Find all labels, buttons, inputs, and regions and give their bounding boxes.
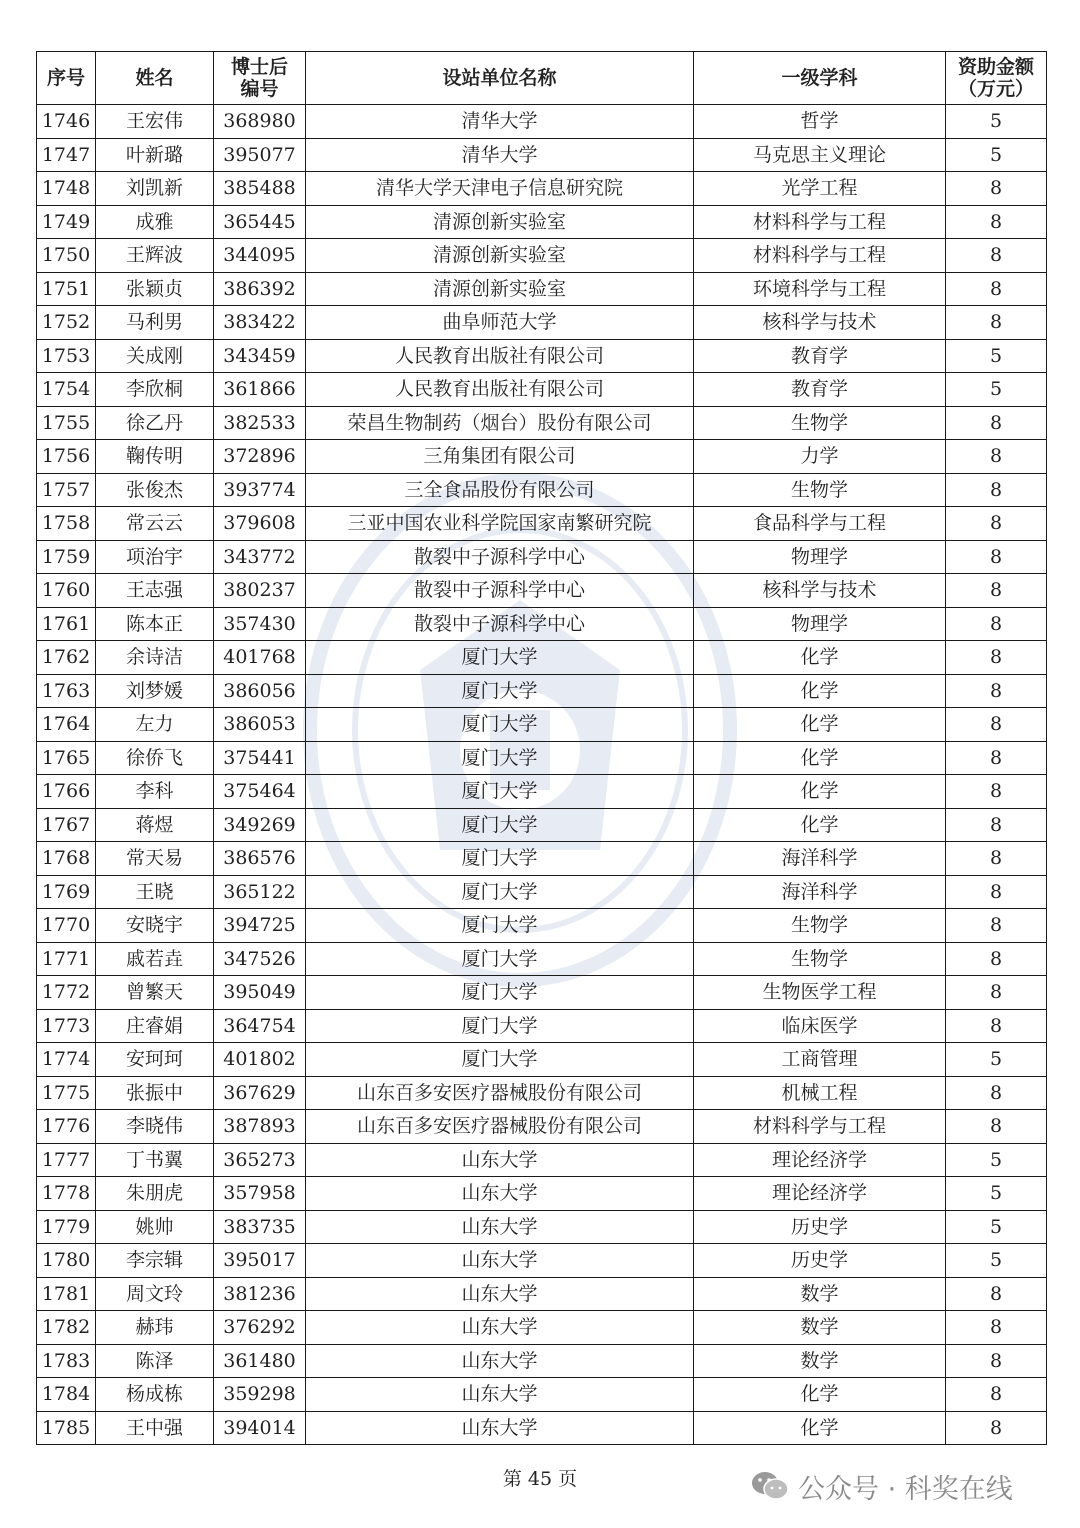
cell-subject: 生物学 bbox=[694, 406, 946, 440]
cell-seq: 1784 bbox=[37, 1378, 96, 1412]
table-row bbox=[37, 1311, 1047, 1345]
cell-subject: 化学 bbox=[694, 674, 946, 708]
cell-subject: 材料科学与工程 bbox=[694, 1110, 946, 1144]
cell-seq: 1776 bbox=[37, 1110, 96, 1144]
cell-subject: 食品科学与工程 bbox=[694, 507, 946, 541]
cell-name: 蒋煜 bbox=[96, 808, 214, 842]
cell-subject: 生物学 bbox=[694, 473, 946, 507]
table-row bbox=[37, 1143, 1047, 1177]
cell-unit: 清华大学 bbox=[306, 105, 694, 139]
cell-amount: 8 bbox=[946, 440, 1047, 474]
cell-name: 徐侨飞 bbox=[96, 741, 214, 775]
table-row bbox=[37, 808, 1047, 842]
table-row bbox=[37, 105, 1047, 139]
cell-subject: 教育学 bbox=[694, 339, 946, 373]
cell-postdoc-id: 401768 bbox=[214, 641, 306, 675]
cell-unit: 清源创新实验室 bbox=[306, 272, 694, 306]
cell-unit: 荣昌生物制药（烟台）股份有限公司 bbox=[306, 406, 694, 440]
cell-seq: 1772 bbox=[37, 976, 96, 1010]
cell-subject: 化学 bbox=[694, 775, 946, 809]
header-seq: 序号 bbox=[37, 52, 96, 105]
cell-unit: 三角集团有限公司 bbox=[306, 440, 694, 474]
cell-name: 项治宇 bbox=[96, 540, 214, 574]
cell-name: 周文玲 bbox=[96, 1277, 214, 1311]
cell-unit: 山东大学 bbox=[306, 1277, 694, 1311]
cell-unit: 厦门大学 bbox=[306, 641, 694, 675]
cell-subject: 海洋科学 bbox=[694, 842, 946, 876]
cell-seq: 1769 bbox=[37, 875, 96, 909]
cell-name: 马利男 bbox=[96, 306, 214, 340]
cell-name: 朱朋虎 bbox=[96, 1177, 214, 1211]
cell-subject: 临床医学 bbox=[694, 1009, 946, 1043]
cell-unit: 人民教育出版社有限公司 bbox=[306, 373, 694, 407]
cell-amount: 8 bbox=[946, 1009, 1047, 1043]
cell-postdoc-id: 361866 bbox=[214, 373, 306, 407]
cell-amount: 8 bbox=[946, 1378, 1047, 1412]
cell-postdoc-id: 344095 bbox=[214, 239, 306, 273]
cell-amount: 8 bbox=[946, 574, 1047, 608]
cell-seq: 1782 bbox=[37, 1311, 96, 1345]
cell-name: 安晓宇 bbox=[96, 909, 214, 943]
cell-seq: 1779 bbox=[37, 1210, 96, 1244]
cell-subject: 教育学 bbox=[694, 373, 946, 407]
table-row bbox=[37, 440, 1047, 474]
table-row bbox=[37, 909, 1047, 943]
cell-subject: 生物学 bbox=[694, 942, 946, 976]
table-row bbox=[37, 138, 1047, 172]
cell-unit: 山东大学 bbox=[306, 1177, 694, 1211]
cell-postdoc-id: 381236 bbox=[214, 1277, 306, 1311]
cell-unit: 厦门大学 bbox=[306, 808, 694, 842]
header-postdoc-id-line1: 博士后 bbox=[230, 56, 288, 78]
cell-amount: 8 bbox=[946, 239, 1047, 273]
table-row bbox=[37, 473, 1047, 507]
header-amount-line1: 资助金额 bbox=[957, 56, 1034, 78]
cell-amount: 8 bbox=[946, 540, 1047, 574]
cell-subject: 数学 bbox=[694, 1311, 946, 1345]
cell-subject: 化学 bbox=[694, 741, 946, 775]
cell-name: 庄睿娟 bbox=[96, 1009, 214, 1043]
table-row bbox=[37, 942, 1047, 976]
cell-subject: 历史学 bbox=[694, 1210, 946, 1244]
cell-unit: 山东大学 bbox=[306, 1411, 694, 1445]
cell-unit: 厦门大学 bbox=[306, 909, 694, 943]
cell-name: 李欣桐 bbox=[96, 373, 214, 407]
cell-seq: 1777 bbox=[37, 1143, 96, 1177]
table-row bbox=[37, 842, 1047, 876]
cell-postdoc-id: 385488 bbox=[214, 172, 306, 206]
cell-seq: 1757 bbox=[37, 473, 96, 507]
cell-subject: 核科学与技术 bbox=[694, 574, 946, 608]
cell-seq: 1767 bbox=[37, 808, 96, 842]
header-amount bbox=[946, 52, 1047, 105]
cell-name: 王辉波 bbox=[96, 239, 214, 273]
cell-name: 常天易 bbox=[96, 842, 214, 876]
cell-postdoc-id: 368980 bbox=[214, 105, 306, 139]
cell-postdoc-id: 361480 bbox=[214, 1344, 306, 1378]
cell-postdoc-id: 357430 bbox=[214, 607, 306, 641]
cell-postdoc-id: 347526 bbox=[214, 942, 306, 976]
cell-name: 李晓伟 bbox=[96, 1110, 214, 1144]
table-row bbox=[37, 540, 1047, 574]
table-row bbox=[37, 507, 1047, 541]
cell-amount: 8 bbox=[946, 1344, 1047, 1378]
table-row bbox=[37, 641, 1047, 675]
cell-postdoc-id: 386056 bbox=[214, 674, 306, 708]
cell-amount: 8 bbox=[946, 775, 1047, 809]
cell-seq: 1755 bbox=[37, 406, 96, 440]
cell-postdoc-id: 380237 bbox=[214, 574, 306, 608]
cell-postdoc-id: 386392 bbox=[214, 272, 306, 306]
cell-seq: 1773 bbox=[37, 1009, 96, 1043]
cell-postdoc-id: 372896 bbox=[214, 440, 306, 474]
cell-subject: 理论经济学 bbox=[694, 1143, 946, 1177]
cell-amount: 8 bbox=[946, 741, 1047, 775]
cell-amount: 8 bbox=[946, 708, 1047, 742]
table-row bbox=[37, 1076, 1047, 1110]
cell-subject: 工商管理 bbox=[694, 1043, 946, 1077]
cell-postdoc-id: 376292 bbox=[214, 1311, 306, 1345]
cell-subject: 马克思主义理论 bbox=[694, 138, 946, 172]
table-row bbox=[37, 373, 1047, 407]
cell-amount: 8 bbox=[946, 641, 1047, 675]
brand-text: 公众号 · 科奖在线 bbox=[798, 1473, 1013, 1505]
cell-amount: 8 bbox=[946, 1076, 1047, 1110]
cell-unit: 厦门大学 bbox=[306, 976, 694, 1010]
cell-unit: 清源创新实验室 bbox=[306, 205, 694, 239]
cell-postdoc-id: 382533 bbox=[214, 406, 306, 440]
table-row bbox=[37, 1043, 1047, 1077]
cell-unit: 厦门大学 bbox=[306, 942, 694, 976]
cell-name: 赫玮 bbox=[96, 1311, 214, 1345]
cell-amount: 8 bbox=[946, 172, 1047, 206]
cell-unit: 清源创新实验室 bbox=[306, 239, 694, 273]
cell-name: 李宗辑 bbox=[96, 1244, 214, 1278]
cell-name: 刘凯新 bbox=[96, 172, 214, 206]
cell-amount: 5 bbox=[946, 105, 1047, 139]
cell-unit: 山东大学 bbox=[306, 1210, 694, 1244]
cell-postdoc-id: 367629 bbox=[214, 1076, 306, 1110]
cell-amount: 8 bbox=[946, 607, 1047, 641]
cell-amount: 8 bbox=[946, 205, 1047, 239]
page-number: 第 45 页 bbox=[502, 1468, 578, 1490]
cell-name: 姚帅 bbox=[96, 1210, 214, 1244]
cell-seq: 1758 bbox=[37, 507, 96, 541]
cell-unit: 厦门大学 bbox=[306, 741, 694, 775]
table-row bbox=[37, 875, 1047, 909]
cell-seq: 1762 bbox=[37, 641, 96, 675]
cell-postdoc-id: 343772 bbox=[214, 540, 306, 574]
cell-subject: 哲学 bbox=[694, 105, 946, 139]
cell-subject: 化学 bbox=[694, 1411, 946, 1445]
cell-subject: 数学 bbox=[694, 1277, 946, 1311]
table-row bbox=[37, 205, 1047, 239]
cell-postdoc-id: 394014 bbox=[214, 1411, 306, 1445]
cell-seq: 1774 bbox=[37, 1043, 96, 1077]
cell-seq: 1756 bbox=[37, 440, 96, 474]
cell-postdoc-id: 383422 bbox=[214, 306, 306, 340]
cell-subject: 化学 bbox=[694, 808, 946, 842]
cell-postdoc-id: 359298 bbox=[214, 1378, 306, 1412]
table-row bbox=[37, 976, 1047, 1010]
cell-subject: 数学 bbox=[694, 1344, 946, 1378]
cell-unit: 厦门大学 bbox=[306, 875, 694, 909]
cell-name: 曾繁天 bbox=[96, 976, 214, 1010]
cell-subject: 物理学 bbox=[694, 607, 946, 641]
cell-seq: 1749 bbox=[37, 205, 96, 239]
cell-amount: 8 bbox=[946, 909, 1047, 943]
cell-postdoc-id: 343459 bbox=[214, 339, 306, 373]
cell-unit: 曲阜师范大学 bbox=[306, 306, 694, 340]
cell-amount: 8 bbox=[946, 875, 1047, 909]
cell-unit: 厦门大学 bbox=[306, 1043, 694, 1077]
cell-unit: 散裂中子源科学中心 bbox=[306, 607, 694, 641]
cell-amount: 5 bbox=[946, 339, 1047, 373]
cell-name: 张颖贞 bbox=[96, 272, 214, 306]
cell-seq: 1764 bbox=[37, 708, 96, 742]
cell-amount: 5 bbox=[946, 1143, 1047, 1177]
cell-name: 关成刚 bbox=[96, 339, 214, 373]
cell-name: 徐乙丹 bbox=[96, 406, 214, 440]
cell-seq: 1746 bbox=[37, 105, 96, 139]
cell-unit: 山东大学 bbox=[306, 1143, 694, 1177]
cell-amount: 8 bbox=[946, 1277, 1047, 1311]
table-row bbox=[37, 1009, 1047, 1043]
cell-postdoc-id: 393774 bbox=[214, 473, 306, 507]
cell-name: 成雅 bbox=[96, 205, 214, 239]
cell-amount: 8 bbox=[946, 842, 1047, 876]
cell-amount: 8 bbox=[946, 1110, 1047, 1144]
cell-seq: 1765 bbox=[37, 741, 96, 775]
cell-unit: 散裂中子源科学中心 bbox=[306, 540, 694, 574]
cell-name: 余诗洁 bbox=[96, 641, 214, 675]
cell-subject: 环境科学与工程 bbox=[694, 272, 946, 306]
cell-postdoc-id: 394725 bbox=[214, 909, 306, 943]
cell-postdoc-id: 365122 bbox=[214, 875, 306, 909]
table-row bbox=[37, 674, 1047, 708]
cell-amount: 8 bbox=[946, 272, 1047, 306]
cell-unit: 厦门大学 bbox=[306, 708, 694, 742]
cell-unit: 厦门大学 bbox=[306, 674, 694, 708]
table-row bbox=[37, 1177, 1047, 1211]
cell-unit: 山东百多安医疗器械股份有限公司 bbox=[306, 1076, 694, 1110]
cell-subject: 机械工程 bbox=[694, 1076, 946, 1110]
cell-subject: 核科学与技术 bbox=[694, 306, 946, 340]
cell-seq: 1752 bbox=[37, 306, 96, 340]
cell-subject: 化学 bbox=[694, 641, 946, 675]
cell-name: 丁书翼 bbox=[96, 1143, 214, 1177]
cell-subject: 生物医学工程 bbox=[694, 976, 946, 1010]
cell-seq: 1759 bbox=[37, 540, 96, 574]
cell-seq: 1761 bbox=[37, 607, 96, 641]
cell-amount: 8 bbox=[946, 1311, 1047, 1345]
cell-name: 张振中 bbox=[96, 1076, 214, 1110]
table-header-row bbox=[37, 52, 1047, 105]
cell-seq: 1753 bbox=[37, 339, 96, 373]
cell-seq: 1783 bbox=[37, 1344, 96, 1378]
cell-seq: 1781 bbox=[37, 1277, 96, 1311]
cell-subject: 生物学 bbox=[694, 909, 946, 943]
cell-seq: 1770 bbox=[37, 909, 96, 943]
cell-amount: 8 bbox=[946, 473, 1047, 507]
cell-name: 李科 bbox=[96, 775, 214, 809]
table-row bbox=[37, 607, 1047, 641]
cell-unit: 山东大学 bbox=[306, 1244, 694, 1278]
header-subject: 一级学科 bbox=[694, 52, 946, 105]
cell-subject: 材料科学与工程 bbox=[694, 239, 946, 273]
cell-name: 常云云 bbox=[96, 507, 214, 541]
table-row bbox=[37, 741, 1047, 775]
cell-subject: 历史学 bbox=[694, 1244, 946, 1278]
cell-unit: 人民教育出版社有限公司 bbox=[306, 339, 694, 373]
cell-seq: 1785 bbox=[37, 1411, 96, 1445]
cell-amount: 5 bbox=[946, 1244, 1047, 1278]
cell-amount: 8 bbox=[946, 942, 1047, 976]
cell-name: 王晓 bbox=[96, 875, 214, 909]
cell-unit: 清华大学天津电子信息研究院 bbox=[306, 172, 694, 206]
table-body bbox=[37, 105, 1047, 1445]
cell-name: 左力 bbox=[96, 708, 214, 742]
cell-postdoc-id: 375441 bbox=[214, 741, 306, 775]
cell-amount: 8 bbox=[946, 507, 1047, 541]
table-row bbox=[37, 239, 1047, 273]
header-postdoc-id bbox=[214, 52, 306, 105]
cell-amount: 8 bbox=[946, 808, 1047, 842]
table-row bbox=[37, 574, 1047, 608]
cell-seq: 1768 bbox=[37, 842, 96, 876]
table-row bbox=[37, 339, 1047, 373]
cell-subject: 化学 bbox=[694, 708, 946, 742]
cell-seq: 1771 bbox=[37, 942, 96, 976]
cell-postdoc-id: 395077 bbox=[214, 138, 306, 172]
cell-postdoc-id: 365273 bbox=[214, 1143, 306, 1177]
cell-postdoc-id: 349269 bbox=[214, 808, 306, 842]
cell-unit: 清华大学 bbox=[306, 138, 694, 172]
cell-amount: 8 bbox=[946, 306, 1047, 340]
table-row bbox=[37, 708, 1047, 742]
cell-postdoc-id: 395049 bbox=[214, 976, 306, 1010]
cell-seq: 1754 bbox=[37, 373, 96, 407]
cell-seq: 1766 bbox=[37, 775, 96, 809]
table-row bbox=[37, 775, 1047, 809]
cell-name: 叶新璐 bbox=[96, 138, 214, 172]
cell-seq: 1750 bbox=[37, 239, 96, 273]
cell-name: 张俊杰 bbox=[96, 473, 214, 507]
cell-unit: 山东大学 bbox=[306, 1378, 694, 1412]
table-row bbox=[37, 1210, 1047, 1244]
cell-postdoc-id: 379608 bbox=[214, 507, 306, 541]
cell-seq: 1778 bbox=[37, 1177, 96, 1211]
wechat-icon bbox=[750, 1469, 790, 1503]
table-row bbox=[37, 1277, 1047, 1311]
cell-amount: 5 bbox=[946, 1177, 1047, 1211]
cell-amount: 8 bbox=[946, 1411, 1047, 1445]
table-row bbox=[37, 1110, 1047, 1144]
cell-postdoc-id: 365445 bbox=[214, 205, 306, 239]
cell-seq: 1763 bbox=[37, 674, 96, 708]
cell-name: 杨成栋 bbox=[96, 1378, 214, 1412]
cell-unit: 厦门大学 bbox=[306, 842, 694, 876]
header-unit: 设站单位名称 bbox=[306, 52, 694, 105]
cell-unit: 厦门大学 bbox=[306, 1009, 694, 1043]
cell-postdoc-id: 387893 bbox=[214, 1110, 306, 1144]
table-row bbox=[37, 406, 1047, 440]
cell-name: 王志强 bbox=[96, 574, 214, 608]
cell-unit: 散裂中子源科学中心 bbox=[306, 574, 694, 608]
cell-subject: 理论经济学 bbox=[694, 1177, 946, 1211]
cell-seq: 1760 bbox=[37, 574, 96, 608]
table-row bbox=[37, 306, 1047, 340]
header-postdoc-id-line2: 编号 bbox=[240, 78, 279, 100]
cell-seq: 1775 bbox=[37, 1076, 96, 1110]
cell-amount: 8 bbox=[946, 976, 1047, 1010]
cell-subject: 物理学 bbox=[694, 540, 946, 574]
table-row bbox=[37, 1244, 1047, 1278]
cell-unit: 山东百多安医疗器械股份有限公司 bbox=[306, 1110, 694, 1144]
cell-unit: 厦门大学 bbox=[306, 775, 694, 809]
cell-name: 王中强 bbox=[96, 1411, 214, 1445]
cell-unit: 三全食品股份有限公司 bbox=[306, 473, 694, 507]
table-row bbox=[37, 1411, 1047, 1445]
cell-amount: 5 bbox=[946, 1043, 1047, 1077]
cell-seq: 1780 bbox=[37, 1244, 96, 1278]
cell-amount: 5 bbox=[946, 373, 1047, 407]
cell-postdoc-id: 395017 bbox=[214, 1244, 306, 1278]
cell-name: 安珂珂 bbox=[96, 1043, 214, 1077]
cell-postdoc-id: 386576 bbox=[214, 842, 306, 876]
brand-watermark bbox=[750, 1466, 1013, 1506]
cell-name: 戚若垚 bbox=[96, 942, 214, 976]
table-row bbox=[37, 1378, 1047, 1412]
cell-postdoc-id: 364754 bbox=[214, 1009, 306, 1043]
cell-unit: 山东大学 bbox=[306, 1311, 694, 1345]
cell-amount: 8 bbox=[946, 674, 1047, 708]
cell-amount: 5 bbox=[946, 138, 1047, 172]
cell-subject: 海洋科学 bbox=[694, 875, 946, 909]
cell-name: 陈本正 bbox=[96, 607, 214, 641]
header-amount-line2: （万元） bbox=[957, 78, 1034, 100]
cell-subject: 力学 bbox=[694, 440, 946, 474]
cell-name: 陈泽 bbox=[96, 1344, 214, 1378]
cell-unit: 三亚中国农业科学院国家南繁研究院 bbox=[306, 507, 694, 541]
table-row bbox=[37, 172, 1047, 206]
cell-name: 鞠传明 bbox=[96, 440, 214, 474]
cell-seq: 1751 bbox=[37, 272, 96, 306]
table-row bbox=[37, 272, 1047, 306]
funding-table bbox=[36, 51, 1047, 1445]
cell-unit: 山东大学 bbox=[306, 1344, 694, 1378]
header-name: 姓名 bbox=[96, 52, 214, 105]
cell-seq: 1748 bbox=[37, 172, 96, 206]
cell-postdoc-id: 401802 bbox=[214, 1043, 306, 1077]
cell-name: 刘梦媛 bbox=[96, 674, 214, 708]
cell-postdoc-id: 386053 bbox=[214, 708, 306, 742]
cell-subject: 化学 bbox=[694, 1378, 946, 1412]
table-row bbox=[37, 1344, 1047, 1378]
cell-amount: 5 bbox=[946, 1210, 1047, 1244]
cell-seq: 1747 bbox=[37, 138, 96, 172]
cell-postdoc-id: 357958 bbox=[214, 1177, 306, 1211]
cell-subject: 材料科学与工程 bbox=[694, 205, 946, 239]
cell-postdoc-id: 375464 bbox=[214, 775, 306, 809]
cell-name: 王宏伟 bbox=[96, 105, 214, 139]
cell-amount: 8 bbox=[946, 406, 1047, 440]
cell-subject: 光学工程 bbox=[694, 172, 946, 206]
cell-postdoc-id: 383735 bbox=[214, 1210, 306, 1244]
